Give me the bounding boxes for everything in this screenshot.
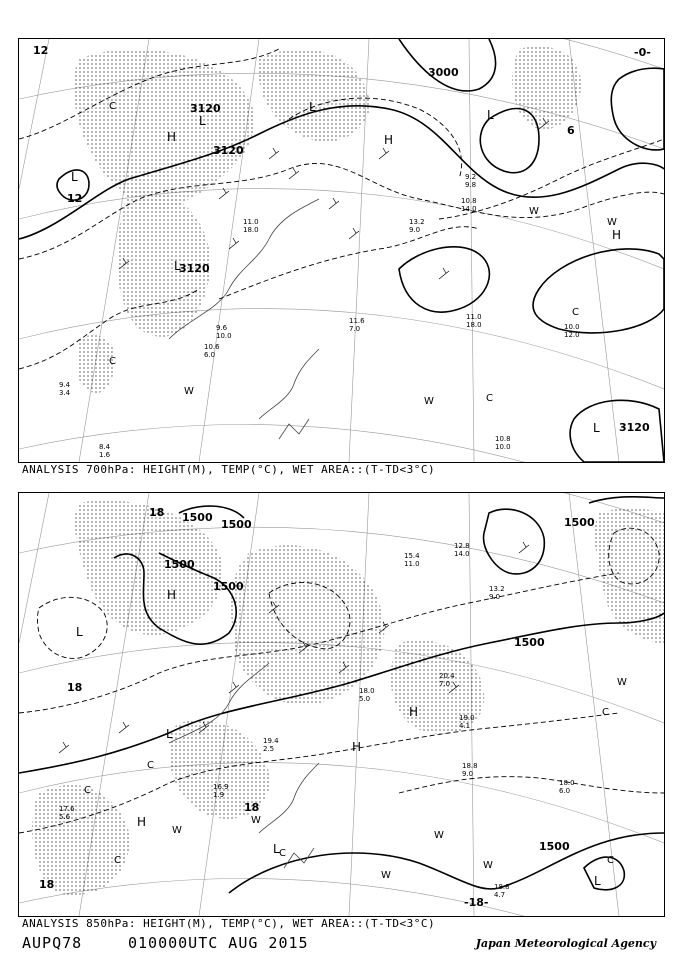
svg-text:9.6: 9.6 <box>216 324 228 332</box>
contour-label: 1500 <box>539 840 570 853</box>
low-center: L <box>487 108 494 122</box>
contour-label: 18 <box>149 506 165 519</box>
contour-label: 3120 <box>190 102 221 115</box>
high-center: H <box>384 133 394 147</box>
contour-label: 12 <box>67 192 83 205</box>
svg-text:18.8: 18.8 <box>494 883 510 891</box>
contour-label: 18 <box>39 878 55 891</box>
warm-mark: W <box>251 815 261 826</box>
warm-mark: W <box>381 870 391 881</box>
svg-text:2.5: 2.5 <box>263 745 275 753</box>
warm-mark: W <box>617 677 627 688</box>
svg-text:19.0: 19.0 <box>459 714 475 722</box>
svg-text:11.6: 11.6 <box>349 317 365 325</box>
contour-label: 3120 <box>213 144 244 157</box>
station-plot <box>243 218 259 234</box>
cold-mark: C <box>607 855 614 866</box>
svg-text:19.4: 19.4 <box>263 737 279 745</box>
svg-text:11.0: 11.0 <box>466 313 482 321</box>
cold-mark: C <box>109 101 116 112</box>
contour-label: 6 <box>567 124 575 137</box>
station-plot <box>559 779 575 795</box>
station-plot <box>349 317 365 333</box>
warm-mark: W <box>424 396 434 407</box>
svg-text:9.2: 9.2 <box>465 173 477 181</box>
wet-areas <box>32 500 664 894</box>
svg-text:10.0: 10.0 <box>216 332 232 340</box>
station-plot <box>59 381 71 397</box>
contour-label: 1500 <box>221 518 252 531</box>
svg-text:11.0: 11.0 <box>243 218 259 226</box>
bulletin-code: AUPQ78 <box>22 934 83 952</box>
svg-text:20.4: 20.4 <box>439 672 455 680</box>
contour-label: 1500 <box>164 558 195 571</box>
station-plot <box>466 313 482 329</box>
svg-text:11.0: 11.0 <box>404 560 420 568</box>
wet-areas <box>74 46 581 392</box>
high-center: H <box>137 815 147 829</box>
analysis-map-700hpa <box>18 38 665 463</box>
low-center: L <box>71 170 78 184</box>
warm-mark: W <box>184 386 194 397</box>
svg-text:9.0: 9.0 <box>489 593 501 601</box>
svg-text:6.0: 6.0 <box>559 787 571 795</box>
warm-mark: W <box>172 825 182 836</box>
station-plot <box>465 173 476 189</box>
svg-text:14.0: 14.0 <box>454 550 470 558</box>
contour-label: 1500 <box>514 636 545 649</box>
svg-text:12.0: 12.0 <box>564 331 580 339</box>
svg-text:4.7: 4.7 <box>494 891 506 899</box>
station-plot <box>216 324 232 340</box>
svg-text:18.0: 18.0 <box>466 321 482 329</box>
svg-text:13.2: 13.2 <box>409 218 425 226</box>
svg-text:8.4: 8.4 <box>99 443 111 451</box>
warm-mark: W <box>434 830 444 841</box>
contour-label: 1500 <box>564 516 595 529</box>
high-center: H <box>352 740 362 754</box>
svg-text:17.6: 17.6 <box>59 805 75 813</box>
contour-label: -18- <box>464 896 489 909</box>
low-center: L <box>594 874 601 888</box>
svg-text:18.0: 18.0 <box>243 226 259 234</box>
contour-label: 3120 <box>619 421 650 434</box>
svg-text:9.4: 9.4 <box>59 381 71 389</box>
svg-text:5.6: 5.6 <box>59 813 71 821</box>
station-plot <box>495 435 511 451</box>
svg-text:9.0: 9.0 <box>462 770 474 778</box>
cold-mark: C <box>84 785 91 796</box>
svg-text:18.0: 18.0 <box>359 687 375 695</box>
high-center: H <box>167 130 177 144</box>
svg-text:14.0: 14.0 <box>461 205 477 213</box>
contour-label: 18 <box>244 801 260 814</box>
contour-label: 18 <box>67 681 83 694</box>
cold-mark: C <box>279 848 286 859</box>
agency-name: Japan Meteorological Agency <box>475 937 656 950</box>
contour-label: 3000 <box>428 66 459 79</box>
station-plot <box>99 443 111 459</box>
contour-label: 3120 <box>179 262 210 275</box>
contour-label: -0- <box>634 46 651 59</box>
cold-mark: C <box>572 307 579 318</box>
cold-mark: C <box>486 393 493 404</box>
high-center: H <box>167 588 177 602</box>
svg-text:4.1: 4.1 <box>459 722 471 730</box>
cold-mark: C <box>602 707 609 718</box>
station-plot <box>494 883 510 899</box>
high-center: H <box>409 705 419 719</box>
station-plot <box>404 552 420 568</box>
svg-text:6.0: 6.0 <box>204 351 216 359</box>
low-center: L <box>309 100 316 114</box>
warm-mark: W <box>607 217 617 228</box>
low-center: L <box>166 727 173 741</box>
station-plot <box>462 762 478 778</box>
warm-mark: W <box>483 860 493 871</box>
svg-text:15.4: 15.4 <box>404 552 420 560</box>
svg-text:7.0: 7.0 <box>349 325 361 333</box>
station-plot <box>204 343 220 359</box>
high-center: H <box>612 228 622 242</box>
cold-mark: C <box>147 760 154 771</box>
station-plot <box>461 197 477 213</box>
svg-text:1.6: 1.6 <box>99 451 111 459</box>
cold-mark: C <box>114 855 121 866</box>
panel-caption-850hpa: ANALYSIS 850hPa: HEIGHT(M), TEMP(°C), WET AREA::(T-TD<3°C) <box>22 917 436 930</box>
station-plot <box>359 687 375 703</box>
panel-caption-700hpa: ANALYSIS 700hPa: HEIGHT(M), TEMP(°C), WET AREA::(T-TD<3°C) <box>22 463 436 476</box>
map-850hpa-drawing <box>19 493 664 916</box>
svg-text:7.0: 7.0 <box>439 680 451 688</box>
contour-label: 1500 <box>182 511 213 524</box>
svg-text:16.9: 16.9 <box>213 783 229 791</box>
svg-text:9.8: 9.8 <box>465 181 477 189</box>
low-center: L <box>593 421 600 435</box>
svg-text:10.0: 10.0 <box>564 323 580 331</box>
svg-text:10.6: 10.6 <box>204 343 220 351</box>
svg-text:18.0: 18.0 <box>559 779 575 787</box>
contour-label: 1500 <box>213 580 244 593</box>
station-plot <box>454 542 470 558</box>
svg-text:12.8: 12.8 <box>454 542 470 550</box>
svg-text:13.2: 13.2 <box>489 585 505 593</box>
svg-text:9.0: 9.0 <box>409 226 421 234</box>
station-plot <box>564 323 580 339</box>
analysis-map-850hpa <box>18 492 665 917</box>
low-center: L <box>273 842 280 856</box>
station-plot <box>489 585 505 601</box>
cold-mark: C <box>109 356 116 367</box>
station-plot <box>409 218 425 234</box>
svg-text:3.4: 3.4 <box>59 389 71 397</box>
valid-time: 010000UTC AUG 2015 <box>128 934 309 952</box>
svg-text:10.8: 10.8 <box>495 435 511 443</box>
contour-label: 12 <box>33 44 49 57</box>
low-center: L <box>199 114 206 128</box>
svg-text:18.8: 18.8 <box>462 762 478 770</box>
svg-text:10.0: 10.0 <box>495 443 511 451</box>
low-center: L <box>174 259 181 273</box>
low-center: L <box>76 625 83 639</box>
station-plot <box>263 737 279 753</box>
svg-text:10.8: 10.8 <box>461 197 477 205</box>
svg-text:1.9: 1.9 <box>213 791 225 799</box>
map-700hpa-drawing <box>19 39 664 462</box>
warm-mark: W <box>529 206 539 217</box>
svg-text:5.0: 5.0 <box>359 695 371 703</box>
